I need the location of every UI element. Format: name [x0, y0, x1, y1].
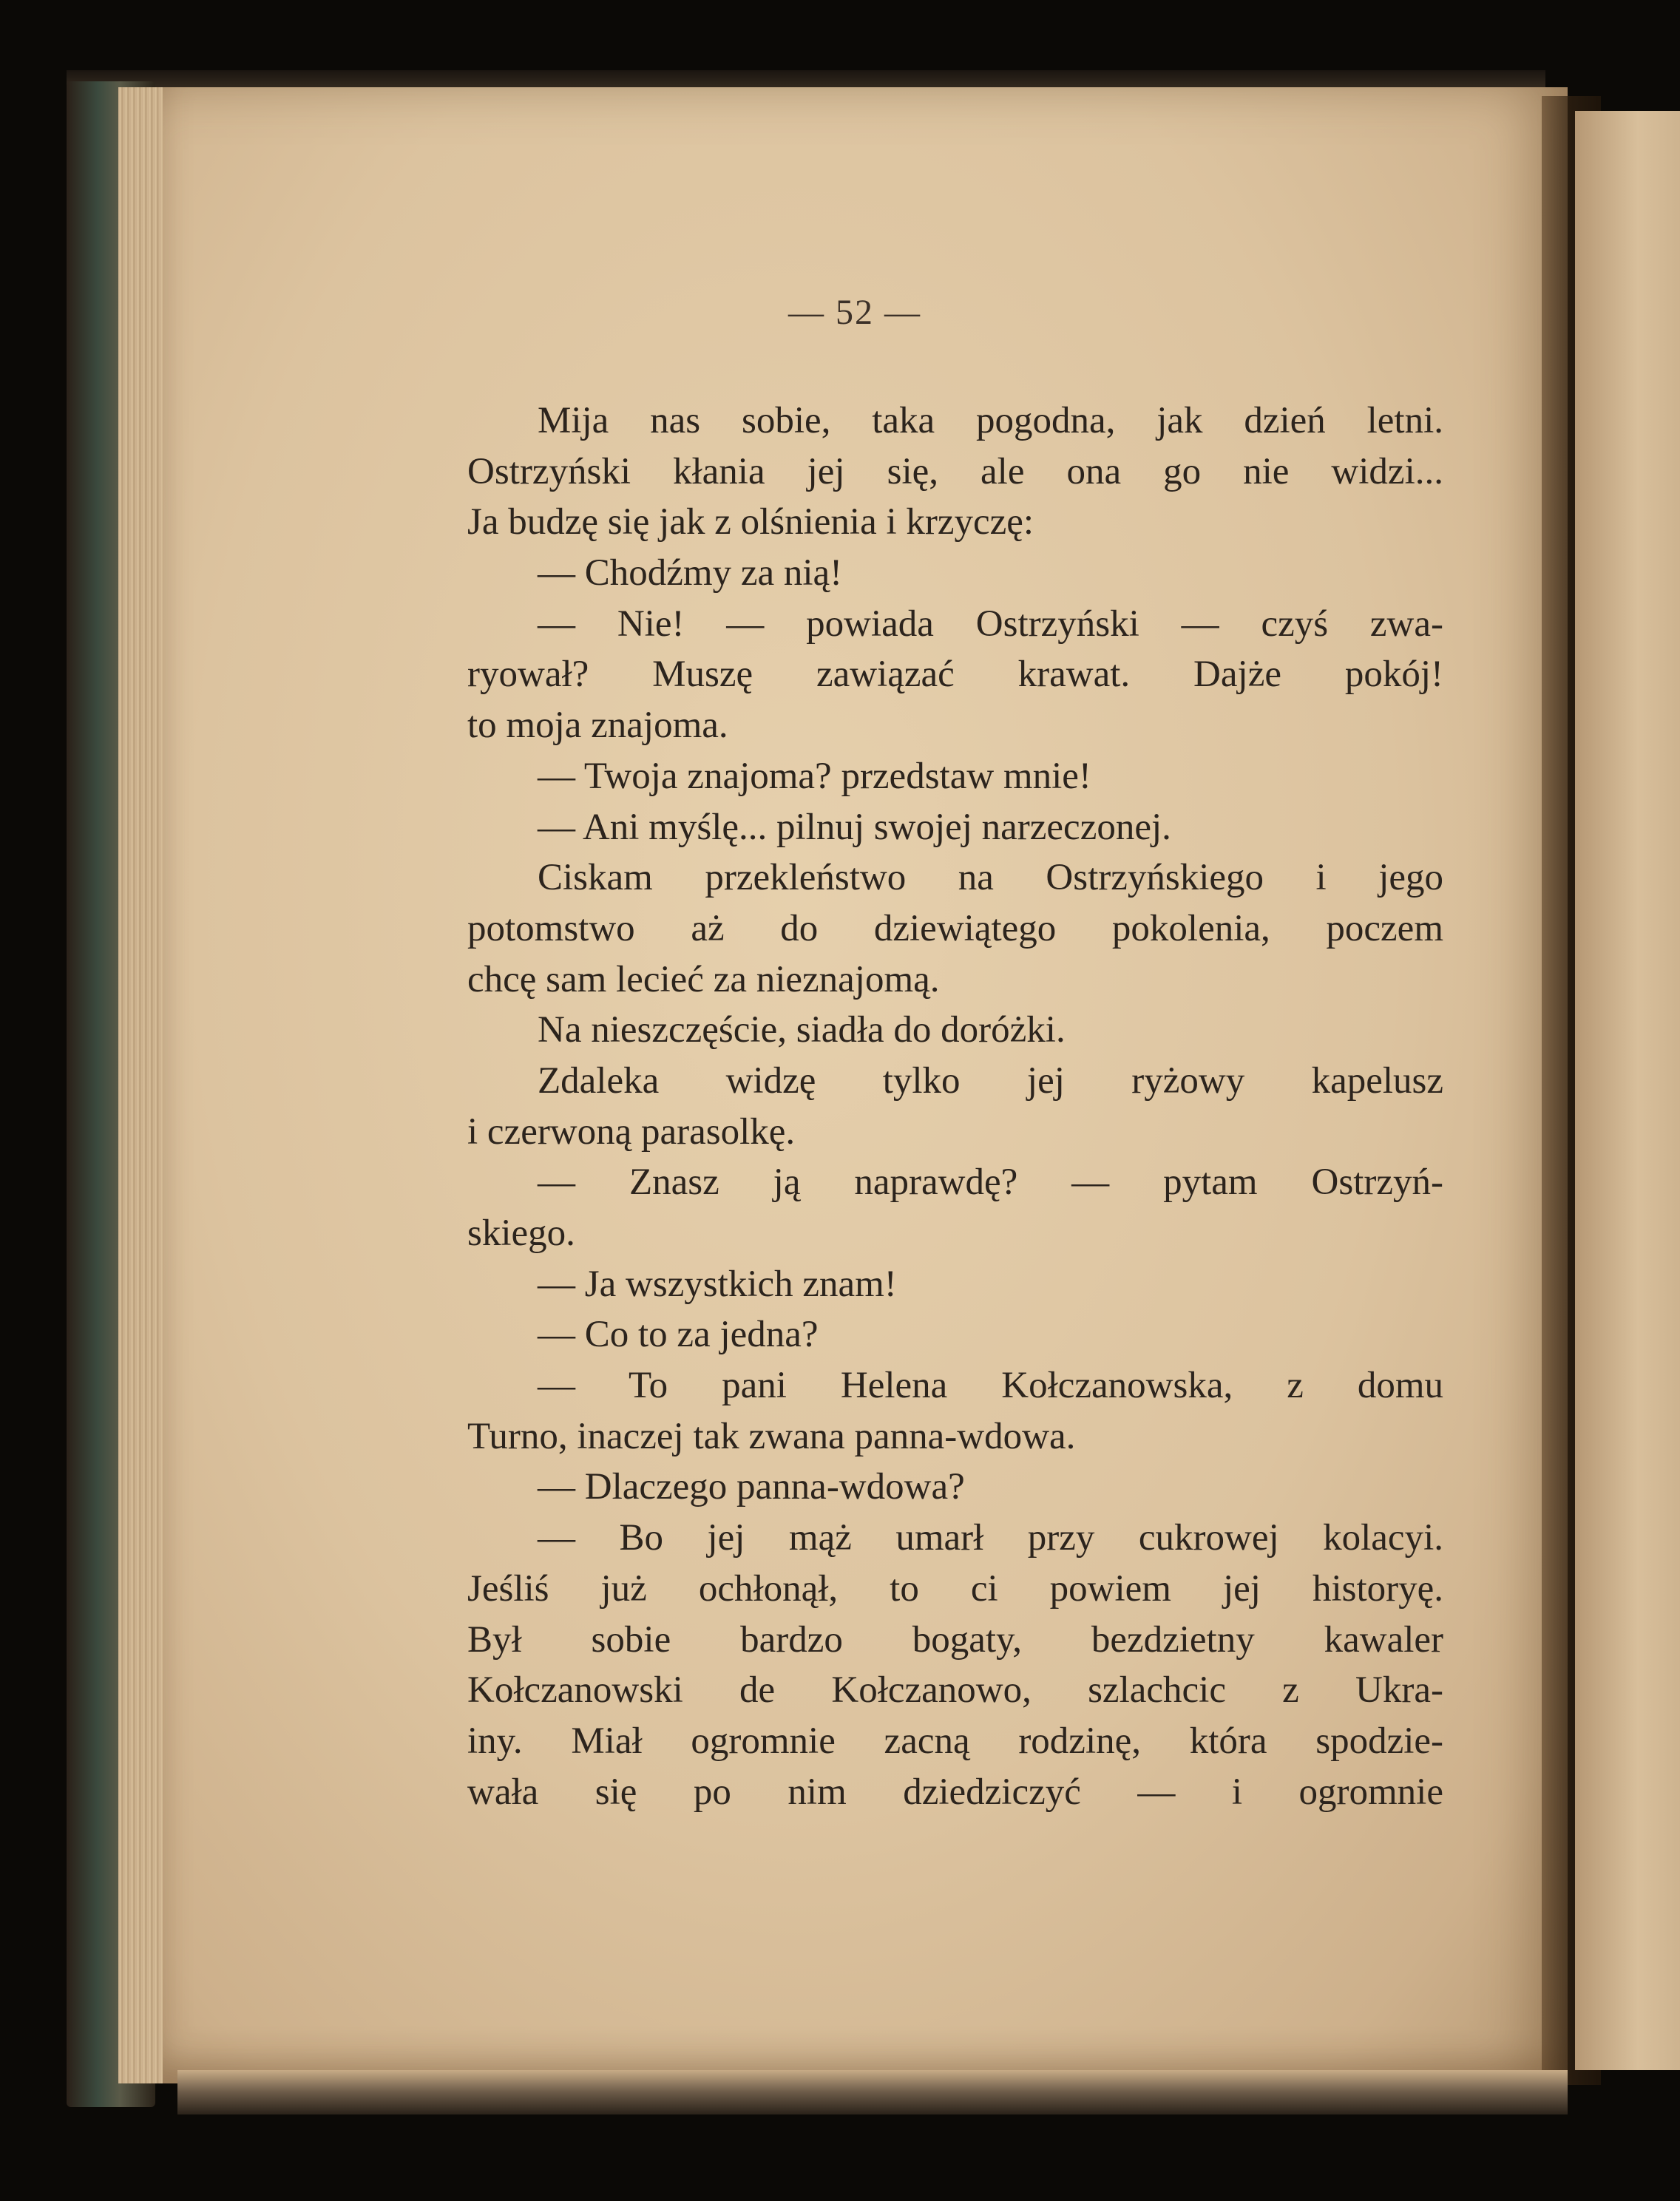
text-line: — Co to za jedna?	[538, 1314, 819, 1356]
text-line: Ciskam przekleństwo na Ostrzyńskiego i jego	[538, 857, 1443, 899]
text-line: chcę sam lecieć za nieznajomą.	[467, 958, 940, 1000]
text-line: potomstwo aż do dziewiątego pokolenia, poczem	[467, 907, 1443, 949]
text-line: ryował? Muszę zawiązać krawat. Dajże pokój!	[467, 654, 1443, 696]
text-line: — Ani myślę... pilnuj swojej narzeczonej.	[538, 806, 1171, 848]
text-line: to moja znajoma.	[467, 705, 728, 747]
text-line: Kołczanowski de Kołczanowo, szlachcic z Ukra-	[467, 1669, 1443, 1712]
text-line: wała się po nim dziedziczyć — i ogromnie	[467, 1771, 1443, 1813]
text-line: i czerwoną parasolkę.	[467, 1110, 796, 1153]
text-line: Jeśliś już ochłonął, to ci powiem jej historyę.	[467, 1567, 1443, 1610]
page-text	[467, 396, 1443, 1817]
text-line: — Twoja znajoma? przedstaw mnie!	[538, 755, 1091, 797]
text-line: Zdaleka widzę tylko jej ryżowy kapelusz	[538, 1059, 1443, 1102]
facing-page-edge	[1575, 111, 1680, 2070]
text-line: — To pani Helena Kołczanowska, z domu	[538, 1365, 1443, 1407]
text-line: skiego.	[467, 1213, 575, 1254]
text-line: Mija nas sobie, taka pogodna, jak dzień letni.	[538, 400, 1443, 441]
page-number: — 52 —	[788, 293, 921, 332]
book-bottom-edge	[177, 2070, 1568, 2114]
text-line: Był sobie bardzo bogaty, bezdzietny kawaler	[467, 1618, 1443, 1661]
text-line: — Ja wszystkich znam!	[538, 1263, 897, 1305]
text-line: — Chodźmy za nią!	[538, 552, 843, 594]
text-line: Ja budzę się jak z olśnienia i krzyczę:	[467, 501, 1034, 543]
text-line: Ostrzyński kłania jej się, ale ona go nie widzi...	[467, 450, 1443, 492]
text-line: Na nieszczęście, siadła do doróżki.	[538, 1009, 1066, 1051]
text-line: Turno, inaczej tak zwana panna-wdowa.	[467, 1415, 1076, 1457]
text-line: — Dlaczego panna-wdowa?	[538, 1466, 965, 1508]
text-line: iny. Miał ogromnie zacną rodzinę, która spodzie-	[467, 1720, 1443, 1762]
text-line: — Znasz ją naprawdę? — pytam Ostrzyń-	[538, 1161, 1443, 1204]
text-line: — Nie! — powiada Ostrzyński — czyś zwa-	[538, 603, 1443, 645]
text-line: — Bo jej mąż umarł przy cukrowej kolacyi.	[538, 1517, 1443, 1559]
